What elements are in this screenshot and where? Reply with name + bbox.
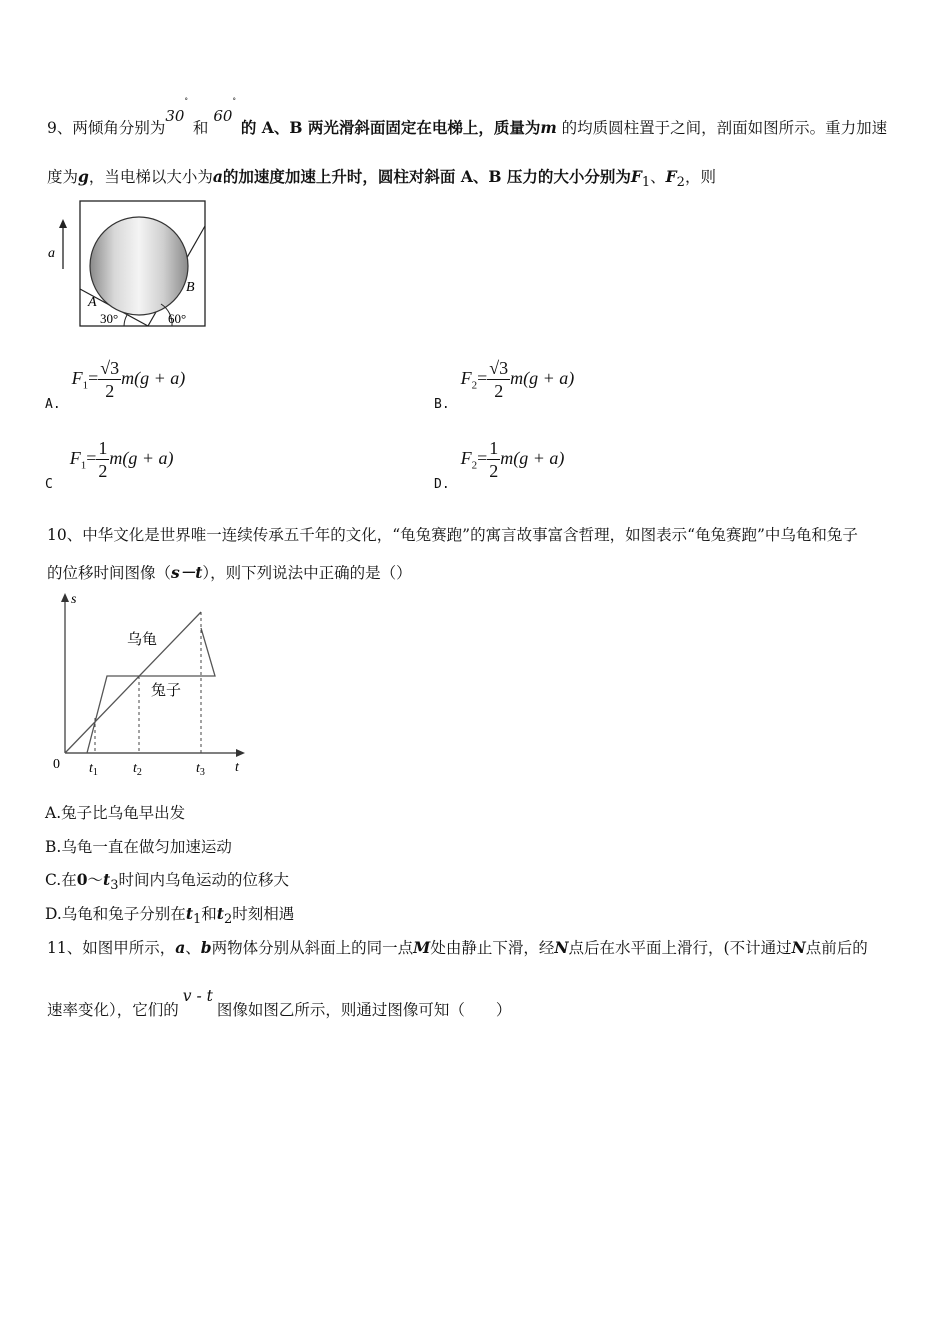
q9-cylinder (90, 217, 188, 315)
q9-angle1 (165, 97, 188, 125)
q9-A-label: A (88, 295, 97, 310)
q11-l1-d: 处由静止下滑，经 (430, 939, 555, 957)
q9-arc-left (124, 315, 127, 326)
q9-optD-sub: 2 (471, 459, 478, 472)
q10-origin: 0 (53, 757, 60, 772)
q9-option-A[interactable] (45, 357, 186, 412)
q10-rabbit-label: 兔子 (151, 683, 182, 699)
q9-a-label: a (48, 246, 55, 261)
q9-optC-num: 1 (98, 438, 108, 458)
q10-option-C[interactable] (45, 868, 289, 893)
q9-optA-num: √3 (100, 358, 120, 378)
q9-optB-eq: = (477, 367, 488, 388)
q9-F1: F (630, 167, 642, 186)
q9-text-4: 的均质圆柱置于之间，剖面如图所示。重力加速 (561, 119, 888, 137)
q9-optD-eq: = (477, 447, 488, 468)
q9-option-D[interactable] (434, 437, 565, 492)
q10-optD-b: 和 (201, 905, 217, 923)
q9-option-C[interactable] (45, 437, 174, 492)
q9-angle2 (213, 97, 236, 125)
q9-F2-sub: 2 (676, 175, 685, 191)
q10-tortoise-label: 乌龟 (127, 632, 158, 648)
q10-t2-label (133, 761, 142, 778)
q11-l1-c: 两物体分别从斜面上的同一点 (211, 939, 414, 957)
q9-text-2: 和 (192, 119, 209, 137)
q9-optD-label: D. (434, 476, 450, 492)
q10-y-label: s (71, 592, 77, 607)
q9-text-1: 两倾角分别为 (72, 119, 166, 137)
q10-line2 (47, 561, 412, 583)
q9-optB-formula (460, 358, 575, 401)
q10-optC-zero: 0 (76, 870, 88, 889)
q9-text-3: 的 A、B 两光滑斜面固定在电梯上，质量为 (240, 118, 541, 137)
q11-l1-e: 点后在水平面上滑行，(不计通过 (568, 939, 792, 957)
q9-line1 (47, 97, 888, 138)
q9-deg2: ° (232, 97, 236, 105)
q10-line2-b: ），则下列说法中正确的是（） (202, 564, 412, 582)
q11-l1-f: 点前后的 (805, 939, 868, 957)
q9-line2-a: 度为 (47, 168, 79, 186)
q9-angle2-value: 60 (213, 107, 233, 125)
q10-optC-sub: 3 (110, 878, 119, 894)
q9-optB-num: √3 (489, 358, 509, 378)
q10-t1-sub: 1 (92, 767, 98, 778)
q10-t3-sub: 3 (199, 767, 205, 778)
q9-F2: F (665, 167, 677, 186)
q9-optC-eq: = (86, 447, 97, 468)
q9-angle-right: 60° (168, 311, 187, 326)
q9-accel-arrowhead (59, 219, 67, 228)
q9-optC-sub: 1 (80, 459, 87, 472)
q10-optD-t1: t (185, 904, 193, 923)
q10-line1: 10、中华文化是世界唯一连续传承五千年的文化，“龟兔赛跑”的寓言故事富含哲理，如图表示“龟兔赛跑”中乌龟和兔子 (47, 526, 858, 544)
q10-st-graph (45, 588, 255, 778)
q10-t2-sub: 2 (136, 767, 142, 778)
q9-optA-label: A. (45, 396, 61, 412)
q9-optA-rest: m(g + a) (121, 367, 186, 388)
q11-M: M (413, 938, 431, 957)
q9-mass: m (540, 118, 557, 137)
q10-t3-t: t (196, 761, 200, 776)
q11-N: N (554, 938, 569, 957)
q9-optC-formula (69, 438, 174, 481)
q9-optC-den: 2 (98, 461, 108, 481)
q9-figure (40, 195, 215, 335)
q9-line2 (47, 165, 716, 190)
q9-line2-c: 的加速度加速上升时，圆柱对斜面 A、B 压力的大小分别为 (222, 167, 631, 186)
q10-x-arrow (236, 749, 245, 757)
q11-line2 (47, 987, 512, 1020)
q9-optA-sub: 1 (82, 379, 89, 392)
q10-t2-t: t (133, 761, 137, 776)
q9-optD-den: 2 (489, 461, 499, 481)
q9-optD-formula (460, 438, 565, 481)
q10-option-D[interactable] (45, 902, 294, 927)
q9-F1-sub: 1 (641, 175, 651, 191)
q11-l1-b: 、 (185, 939, 201, 957)
q9-line2-d: ，则 (684, 168, 716, 186)
q9-optD-frac (487, 437, 500, 482)
q11-l2-a: 速率变化），它们的 (47, 1001, 179, 1019)
q10-optC-a: C.在 (45, 871, 77, 889)
q10-optD-s2: 2 (223, 912, 233, 928)
q9-g: g (78, 167, 89, 186)
q9-angle1-value: 30 (165, 107, 185, 125)
q10-optD-c: 时刻相遇 (232, 905, 295, 923)
q10-option-B[interactable]: B.乌龟一直在做匀加速运动 (45, 838, 232, 856)
q9-sep: 、 (650, 168, 666, 186)
q10-t3-label (196, 761, 205, 778)
q9-optC-rest: m(g + a) (109, 447, 174, 468)
q11-N2: N (791, 938, 806, 957)
q10-optD-s1: 1 (192, 912, 202, 928)
q9-optB-frac (487, 357, 510, 402)
q9-optA-eq: = (88, 367, 99, 388)
q9-optA-F: F (71, 367, 83, 388)
q10-option-A[interactable]: A.兔子比乌龟早出发 (45, 804, 186, 822)
q10-optC-t: t (103, 870, 111, 889)
q9-optC-label: C (45, 476, 53, 492)
q9-optC-F: F (69, 447, 81, 468)
q9-deg1: ° (184, 97, 188, 105)
q10-optC-b: ～ (87, 871, 104, 889)
q9-optA-den: 2 (105, 381, 115, 401)
q11-l1-a: 11、如图甲所示， (47, 939, 176, 957)
q9-optC-frac (96, 437, 109, 482)
q10-line2-a: 的位移时间图像（ (47, 564, 172, 582)
q9-option-B[interactable] (434, 357, 575, 412)
q9-B-label: B (186, 280, 195, 295)
q10-t1-label (89, 761, 98, 778)
q10-optD-a: D.乌龟和兔子分别在 (45, 905, 186, 923)
q9-optA-frac (98, 357, 121, 402)
q9-optB-F: F (460, 367, 472, 388)
q9-angle-left: 30° (100, 311, 119, 326)
q9-number: 9、 (47, 119, 73, 137)
q10-optD-t2: t (216, 904, 224, 923)
q11-vt: v - t (182, 987, 213, 1005)
q9-optA-formula (71, 358, 186, 401)
q9-optB-den: 2 (494, 381, 504, 401)
q9-line2-b: ，当电梯以大小为 (88, 168, 213, 186)
q10-x-label: t (235, 760, 239, 775)
q9-optB-rest: m(g + a) (510, 367, 575, 388)
q11-l2-b: 图像如图乙所示，则通过图像可知（ ） (216, 1001, 512, 1019)
q9-optD-F: F (460, 447, 472, 468)
q10-optC-c: 时间内乌龟运动的位移大 (118, 871, 290, 889)
q9-optB-sub: 2 (471, 379, 478, 392)
q10-y-arrow (61, 593, 69, 602)
q10-st: s－t (171, 563, 203, 582)
q9-optB-label: B. (434, 396, 450, 412)
q11-line1 (47, 936, 868, 958)
q9-optD-num: 1 (489, 438, 499, 458)
q9-a: a (212, 167, 223, 186)
q10-t1-t: t (89, 761, 93, 776)
q11-a: a (175, 938, 186, 957)
q11-b: b (200, 938, 212, 957)
q9-optD-rest: m(g + a) (500, 447, 565, 468)
